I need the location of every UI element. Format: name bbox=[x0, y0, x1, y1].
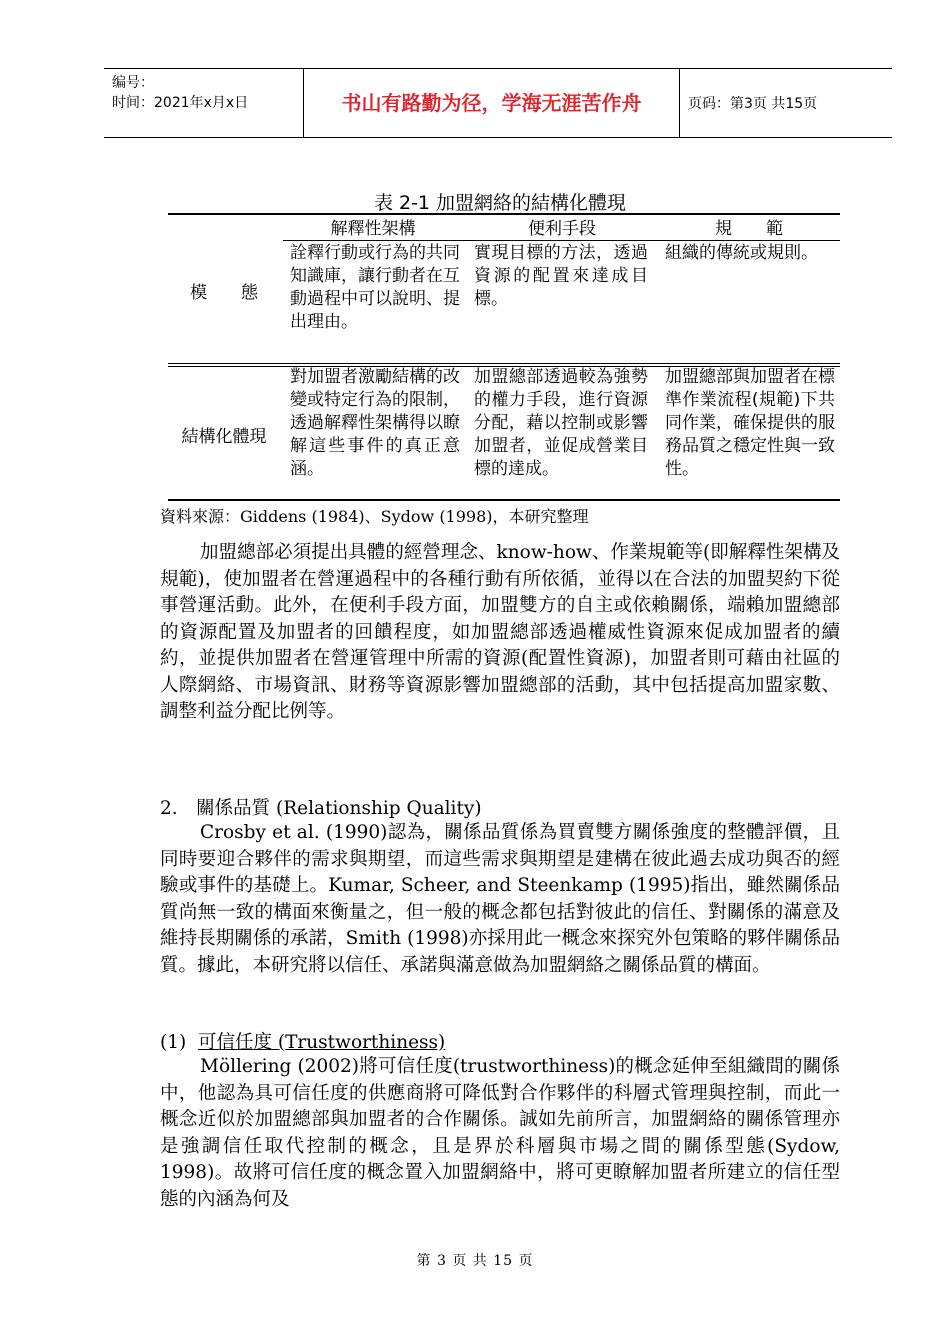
table-rule-header bbox=[283, 240, 840, 241]
subsection-number: (1) bbox=[160, 1032, 187, 1053]
table-cell: 加盟總部透過較為強勢的權力手段，進行資源分配，藉以控制或影響加盟者，並促成營業目標的達成。 bbox=[474, 367, 648, 479]
table-cell: 組織的傳統或規則。 bbox=[665, 243, 818, 263]
paragraph: 加盟總部必須提出具體的經營理念、know-how、作業規範等(即解釋性架構及規範)，使加盟者在營運過程中的各種行動有所依循，並得以在合法的加盟契約下從事營運活動。此外，在便利手段方面，加盟雙方的自主或依賴關係，端賴加盟總部的資源配置及加盟者的回饋程度，如加盟總部透過權威性資源來促成加盟者的續約，並提供加盟者在營運管理中所需的資源(配置性資源)，加盟者則可藉由社區的人際網絡、市場資訊、財務等資源影響加盟總部的活動，其中包括提高加盟家數、調整利益分配比例等。 bbox=[160, 542, 840, 722]
section-heading: 2. 關係品質 (Relationship Quality) bbox=[160, 798, 482, 819]
paragraph: Möllering (2002)將可信任度(trustworthiness)的概念延伸至組織間的關係中，他認為具可信任度的供應商將可降低對合作夥伴的科層式管理與控制，而此一概念近似於加盟總部與加盟者的合作關係。誠如先前所言，加盟網絡的關係管理亦是強調信任取代控制的概念，且是界於科層與市場之間的關係型態(Sydow, 1998)。故將可信任度的概念置入加盟網絡中，將可更瞭解加盟者所建立的信任型態的內涵為何及 bbox=[160, 1056, 840, 1210]
table-cell: 對加盟者激勵結構的改變或特定行為的限制，透過解釋性架構得以瞭解這些事件的真正意涵。 bbox=[290, 367, 460, 479]
column-header: 解釋性架構 bbox=[330, 219, 416, 239]
row-header: 模 態 bbox=[190, 283, 258, 303]
column-header: 規 範 bbox=[715, 219, 783, 239]
table-source: 資料來源：Giddens (1984)、Sydow (1998)，本研究整理 bbox=[160, 507, 589, 526]
page-header bbox=[104, 68, 892, 138]
table-cell: 加盟總部與加盟者在標準作業流程(規範)下共同作業，確保提供的服務品質之穩定性與一致性。 bbox=[665, 367, 835, 479]
number-label: 编号： bbox=[112, 75, 154, 91]
subsection-heading bbox=[160, 1028, 445, 1054]
header-divider bbox=[679, 69, 680, 137]
time-label: 时间：2021年x月x日 bbox=[112, 95, 249, 111]
page-footer: 第 3 页 共 15 页 bbox=[416, 1253, 534, 1269]
table-cell: 實現目標的方法，透過資源的配置來達成目標。 bbox=[474, 243, 648, 309]
header-meta bbox=[112, 73, 248, 113]
table-rule-mid bbox=[168, 363, 840, 364]
column-header: 便利手段 bbox=[528, 219, 596, 239]
header-page-label: 页码：第3页 共15页 bbox=[688, 96, 818, 112]
subsection-title: 可信任度 (Trustworthiness) bbox=[197, 1032, 446, 1053]
table-title: 表 2-1 加盟網絡的結構化體現 bbox=[373, 192, 627, 214]
table-cell: 詮釋行動或行為的共同知識庫，讓行動者在互動過程中可以說明、提出理由。 bbox=[290, 243, 460, 332]
paragraph: Crosby et al. (1990)認為，關係品質係為買賣雙方關係強度的整體評價，且同時要迎合夥伴的需求與期望，而這些需求與期望是建構在彼此過去成功與否的經驗或事件的基礎上。Kumar, Scheer, and Steenkamp (1995)指出，雖然關係品質尚無一致的構面來衡量之，但一般的概念都包括對彼此的信任、對關係的滿意及維持長期關係的承諾，Smith (1998)亦採用此一概念來探究外包策略的夥伴關係品質。據此，本研究將以信任、承諾與滿意做為加盟網絡之關係品質的構面。 bbox=[160, 822, 840, 976]
table-rule-bottom bbox=[168, 499, 840, 501]
header-motto: 书山有路勤为径，学海无涯苦作舟 bbox=[341, 91, 642, 115]
row-header: 結構化體現 bbox=[181, 427, 267, 447]
